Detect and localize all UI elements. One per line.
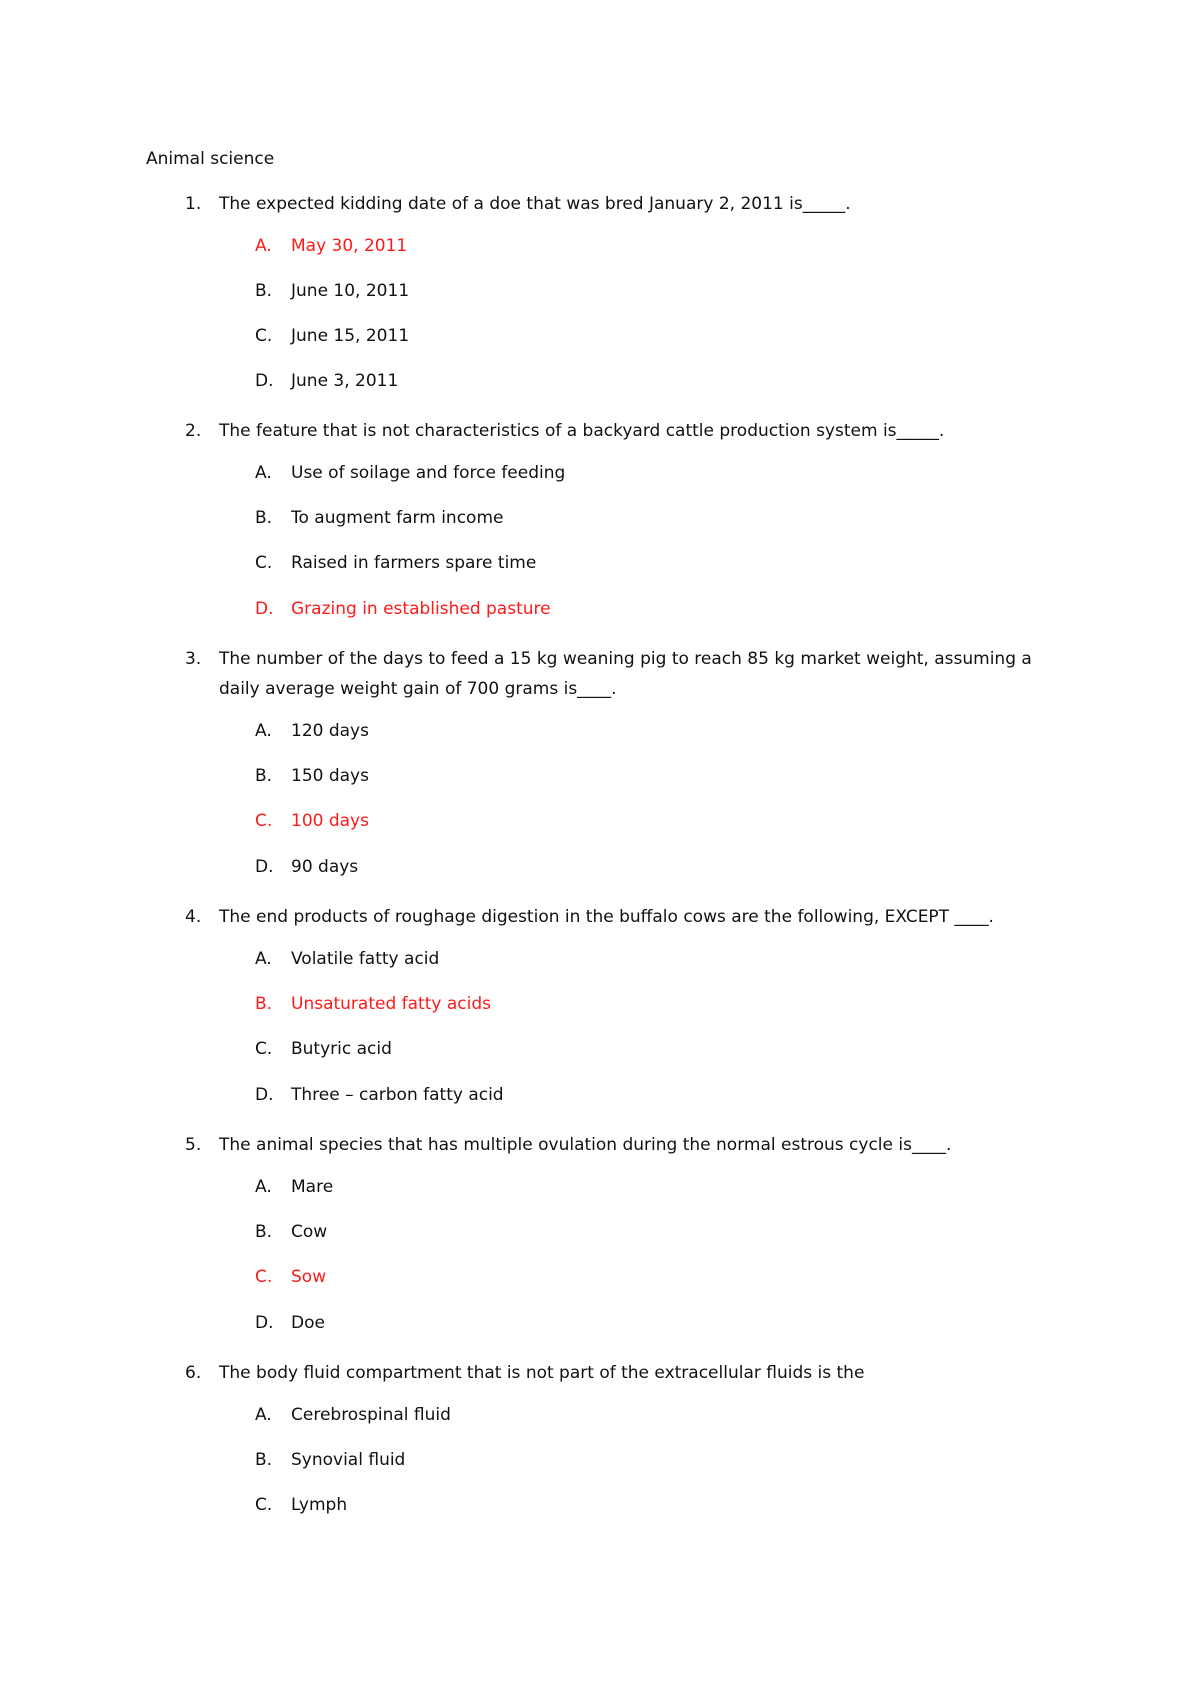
answer-option (255, 462, 565, 484)
document-title: Animal science (146, 149, 275, 169)
option-text: Three – carbon fatty acid (291, 1085, 504, 1105)
answer-option (255, 1266, 326, 1288)
answer-option (255, 765, 369, 787)
option-letter: C. (255, 326, 273, 346)
option-text: Volatile fatty acid (291, 949, 440, 969)
question-text: The number of the days to feed a 15 kg weaning pig to reach 85 kg market weight, assuming a daily average weight gain of 700 grams is____. (219, 649, 1032, 699)
option-letter: D. (255, 1313, 274, 1333)
option-text: To augment farm income (291, 508, 504, 528)
option-letter: D. (255, 599, 274, 619)
option-text: Cow (291, 1222, 328, 1242)
answer-option (255, 325, 409, 347)
option-letter: B. (255, 994, 273, 1014)
option-text: 90 days (291, 857, 359, 877)
answer-option (255, 720, 369, 742)
option-letter: C. (255, 1495, 273, 1515)
option-text: 120 days (291, 721, 369, 741)
question-text: The end products of roughage digestion in the buffalo cows are the following, EXCEPT ____. (219, 907, 994, 927)
question-number: 3. (185, 649, 202, 669)
option-letter: A. (255, 463, 272, 483)
option-letter: C. (255, 811, 273, 831)
answer-option (255, 507, 503, 529)
answer-option (255, 1494, 347, 1516)
option-text: June 3, 2011 (291, 371, 399, 391)
option-letter: A. (255, 949, 272, 969)
answer-option (255, 948, 439, 970)
answer-option (255, 993, 491, 1015)
option-text: 100 days (291, 811, 369, 831)
option-text: Grazing in established pasture (291, 599, 551, 619)
option-letter: D. (255, 857, 274, 877)
answer-option (255, 598, 551, 620)
answer-option (255, 370, 398, 392)
option-text: Synovial fluid (291, 1450, 406, 1470)
option-text: Butyric acid (291, 1039, 392, 1059)
question-text: The animal species that has multiple ovulation during the normal estrous cycle is____. (219, 1135, 952, 1155)
answer-option (255, 1221, 327, 1243)
answer-option (255, 856, 358, 878)
answer-option (255, 552, 536, 574)
option-text: May 30, 2011 (291, 236, 408, 256)
question-number: 2. (185, 421, 202, 441)
answer-option (255, 280, 409, 302)
answer-option (255, 235, 407, 257)
option-letter: B. (255, 1222, 273, 1242)
option-text: Doe (291, 1313, 325, 1333)
option-letter: A. (255, 1405, 272, 1425)
question-number: 1. (185, 194, 202, 214)
answer-option (255, 1084, 504, 1106)
question-text: The expected kidding date of a doe that was bred January 2, 2011 is_____. (219, 194, 851, 214)
option-text: Cerebrospinal fluid (291, 1405, 451, 1425)
option-text: Raised in farmers spare time (291, 553, 537, 573)
option-letter: B. (255, 508, 273, 528)
answer-option (255, 1176, 333, 1198)
question-text: The body fluid compartment that is not part of the extracellular fluids is the (219, 1363, 865, 1383)
question-number: 4. (185, 907, 202, 927)
answer-option (255, 1312, 325, 1334)
option-text: Sow (291, 1267, 327, 1287)
answer-option (255, 810, 369, 832)
option-letter: D. (255, 371, 274, 391)
option-letter: C. (255, 1267, 273, 1287)
option-text: June 15, 2011 (291, 326, 410, 346)
option-text: 150 days (291, 766, 369, 786)
answer-option (255, 1449, 405, 1471)
option-letter: D. (255, 1085, 274, 1105)
option-text: Use of soilage and force feeding (291, 463, 566, 483)
option-letter: C. (255, 1039, 273, 1059)
question-text: The feature that is not characteristics of a backyard cattle production system is_____. (219, 421, 945, 441)
option-letter: B. (255, 281, 273, 301)
option-letter: B. (255, 766, 273, 786)
option-letter: C. (255, 553, 273, 573)
option-letter: A. (255, 236, 272, 256)
option-letter: A. (255, 1177, 272, 1197)
question-number: 5. (185, 1135, 202, 1155)
answer-option (255, 1038, 392, 1060)
answer-option (255, 1404, 451, 1426)
question-number: 6. (185, 1363, 202, 1383)
option-text: June 10, 2011 (291, 281, 410, 301)
option-letter: B. (255, 1450, 273, 1470)
option-text: Unsaturated fatty acids (291, 994, 491, 1014)
option-text: Lymph (291, 1495, 348, 1515)
option-text: Mare (291, 1177, 334, 1197)
option-letter: A. (255, 721, 272, 741)
